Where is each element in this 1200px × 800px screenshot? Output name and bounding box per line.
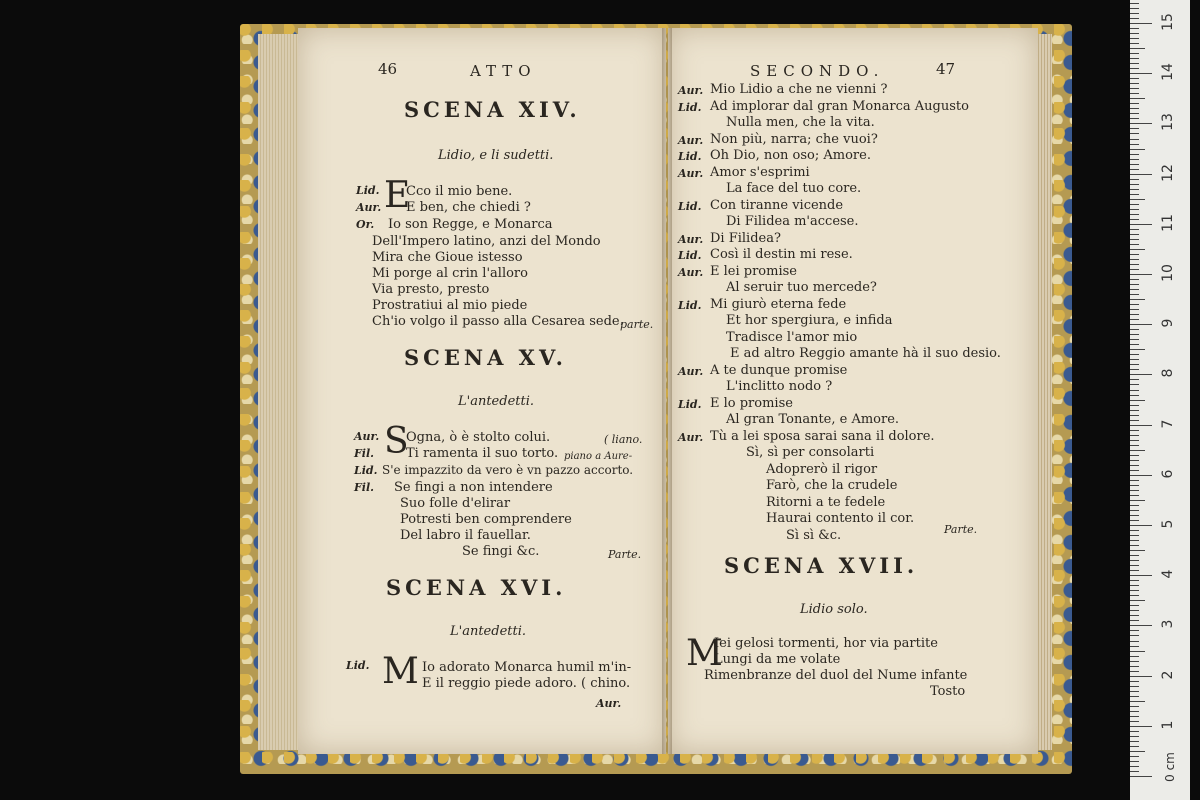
ruler-tick [1130, 314, 1139, 315]
ruler-tick [1130, 540, 1139, 541]
verse-line: Iei gelosi tormenti, hor via partite [714, 636, 938, 651]
ruler-tick [1130, 736, 1139, 737]
ruler-tick [1130, 339, 1139, 340]
speaker-label: Aur. [678, 166, 704, 180]
speaker-label: Lid. [356, 184, 380, 197]
ruler-number: 15 [1160, 13, 1176, 31]
ruler-tick [1130, 229, 1139, 230]
book-gutter [662, 28, 672, 754]
ruler-tick [1130, 369, 1139, 370]
verse-line: Suo folle d'elirar [400, 496, 511, 511]
ruler-tick [1130, 28, 1139, 29]
ruler-tick [1130, 490, 1139, 491]
ruler-number: 9 [1160, 318, 1176, 328]
verse-line: Lungi da me volate [714, 652, 841, 667]
ruler-tick [1130, 510, 1139, 511]
ruler-tick [1130, 651, 1145, 652]
ruler-tick [1130, 254, 1139, 255]
ruler-tick [1130, 128, 1139, 129]
verse-line: A te dunque promise [710, 362, 848, 378]
verse-line: Rimenbranze del duol del Nume infante [704, 668, 968, 683]
ruler-tick [1130, 420, 1139, 421]
ruler-tick [1130, 224, 1152, 225]
verse-line: Ritorni a te fedele [766, 494, 886, 510]
ruler-tick [1130, 78, 1139, 79]
verse-line: La face del tuo core. [726, 181, 862, 196]
ruler-tick [1130, 68, 1139, 69]
ruler-tick [1130, 776, 1152, 777]
verse-line: Potresti ben comprendere [400, 512, 572, 527]
ruler-tick [1130, 194, 1139, 195]
ruler-tick [1130, 133, 1139, 134]
verse-line: E lei promise [710, 263, 797, 279]
running-head: SECONDO. [750, 62, 885, 80]
measuring-ruler [1130, 0, 1190, 800]
speaker-label: Lid. [678, 298, 702, 312]
ruler-tick [1130, 405, 1139, 406]
ruler-tick [1130, 38, 1139, 39]
ruler-tick [1130, 656, 1139, 657]
stage-direction: parte. [620, 318, 654, 331]
ruler-tick [1130, 721, 1139, 722]
ruler-tick [1130, 580, 1139, 581]
ruler-tick [1130, 214, 1139, 215]
ruler-tick [1130, 701, 1145, 702]
verse-line: Ad implorar dal gran Monarca Augusto [710, 98, 969, 114]
ruler-tick [1130, 415, 1139, 416]
ruler-number: 10 [1160, 264, 1176, 282]
ruler-tick [1130, 334, 1139, 335]
verse-line: Ch'io volgo il passo alla Cesarea sede. [372, 314, 624, 329]
ruler-tick [1130, 465, 1139, 466]
verse-line: Se fingi a non intendere [394, 480, 553, 495]
ruler-tick [1130, 630, 1139, 631]
verse-line: Con tiranne vicende [710, 197, 844, 213]
verse-line: Mi porge al crin l'alloro [372, 266, 528, 281]
ruler-tick [1130, 199, 1145, 200]
ruler-tick [1130, 344, 1139, 345]
verse-line: Tradisce l'amor mio [726, 329, 858, 345]
ruler-tick [1130, 480, 1139, 481]
ruler-tick [1130, 309, 1139, 310]
stage-direction: piano a Aure- [564, 451, 633, 462]
verse-line: L'inclitto nodo ? [726, 379, 833, 394]
speaker-label: Lid. [346, 659, 370, 672]
verse-line: Di Filidea? [710, 230, 781, 246]
ruler-tick [1130, 379, 1139, 380]
ruler-tick [1130, 445, 1139, 446]
speaker-label: Lid. [678, 100, 702, 114]
ruler-number: 1 [1160, 720, 1176, 730]
speaker-label: Fil. [354, 447, 374, 460]
ruler-tick [1130, 661, 1139, 662]
ruler-tick [1130, 123, 1152, 124]
page-number: 46 [378, 60, 398, 78]
ruler-tick [1130, 400, 1145, 401]
ruler-tick [1130, 83, 1139, 84]
verse-line: E il reggio piede adoro. ( chino. [422, 676, 631, 691]
ruler-tick [1130, 641, 1139, 642]
ruler-tick [1130, 746, 1139, 747]
scene-subtitle: Lidio solo. [800, 602, 868, 617]
verse-line: Mi giurò eterna fede [710, 296, 847, 312]
ruler-number: 7 [1160, 419, 1176, 429]
left-page [298, 28, 666, 754]
speaker-label: Aur. [678, 265, 704, 279]
ruler-number: 6 [1160, 469, 1176, 479]
page-edges-left [258, 34, 300, 750]
ruler-tick [1130, 485, 1139, 486]
ruler-tick [1130, 520, 1139, 521]
ruler-tick [1130, 279, 1139, 280]
ruler-tick [1130, 440, 1139, 441]
ruler-tick [1130, 585, 1139, 586]
ruler-tick [1130, 289, 1139, 290]
scene-subtitle: L'antedetti. [458, 394, 535, 409]
ruler-tick [1130, 269, 1139, 270]
ruler-tick [1130, 726, 1152, 727]
ruler-tick [1130, 108, 1139, 109]
ruler-tick [1130, 274, 1152, 275]
scene-title: SCENA XIV. [404, 97, 581, 122]
verse-line: Non più, narra; che vuoi? [710, 131, 878, 147]
stage-direction: Parte. [944, 523, 978, 536]
ruler-tick [1130, 671, 1139, 672]
ruler-tick [1130, 696, 1139, 697]
ruler-tick [1130, 374, 1152, 375]
ruler-tick [1130, 174, 1152, 175]
verse-line: Mio Lidio a che ne vienni ? [710, 82, 888, 97]
verse-line: Adoprerò il rigor [766, 461, 878, 477]
ruler-tick [1130, 495, 1139, 496]
verse-line: Ti ramenta il suo torto. [406, 446, 559, 461]
verse-line: Amor s'esprimi [710, 164, 810, 180]
ruler-tick [1130, 666, 1139, 667]
ruler-tick [1130, 88, 1139, 89]
verse-line: Dell'Impero latino, anzi del Mondo [372, 234, 601, 249]
ruler-tick [1130, 560, 1139, 561]
ruler-number: 12 [1160, 163, 1176, 182]
ruler-tick [1130, 505, 1139, 506]
verse-line: Al gran Tonante, e Amore. [726, 412, 900, 427]
stage-direction: Parte. [608, 548, 642, 561]
ruler-tick [1130, 756, 1139, 757]
ruler-tick [1130, 164, 1139, 165]
ruler-tick [1130, 204, 1139, 205]
ruler-number: 11 [1160, 213, 1176, 232]
ruler-tick [1130, 706, 1139, 707]
ruler-tick [1130, 58, 1139, 59]
drop-cap: M [686, 633, 723, 674]
speaker-label: Aur. [678, 84, 704, 97]
ruler-tick [1130, 329, 1139, 330]
ruler-tick [1130, 615, 1139, 616]
ruler-tick [1130, 545, 1139, 546]
ruler-number: 4 [1160, 569, 1176, 579]
ruler-tick [1130, 691, 1139, 692]
ruler-number: 14 [1160, 63, 1176, 82]
ruler-tick [1130, 144, 1139, 145]
ruler-tick [1130, 751, 1145, 752]
drop-cap: M [382, 651, 419, 692]
verse-line: Sì, sì per consolarti [746, 445, 875, 460]
ruler-tick [1130, 610, 1139, 611]
verse-line: Oh Dio, non oso; Amore. [710, 148, 871, 163]
speaker-label: Lid. [678, 397, 702, 411]
ruler-tick [1130, 716, 1139, 717]
ruler-tick [1130, 575, 1152, 576]
ruler-tick [1130, 294, 1139, 295]
speaker-label: Fil. [354, 481, 374, 494]
ruler-tick [1130, 43, 1139, 44]
ruler-tick [1130, 620, 1139, 621]
verse-line: Al seruir tuo mercede? [726, 280, 877, 295]
verse-line: Io son Regge, e Monarca [388, 217, 553, 232]
speaker-label: Aur. [678, 232, 704, 246]
ruler-tick [1130, 711, 1139, 712]
ruler-tick [1130, 500, 1145, 501]
verse-line: S'e impazzito da vero è vn pazzo accorto. [382, 463, 634, 477]
verse-line: Di Filidea m'accese. [726, 214, 859, 229]
ruler-tick [1130, 470, 1139, 471]
ruler-tick [1130, 535, 1139, 536]
ruler-tick [1130, 259, 1139, 260]
ruler-tick [1130, 635, 1139, 636]
ruler-tick [1130, 209, 1139, 210]
speaker-label: Aur. [678, 364, 704, 378]
ruler-tick [1130, 460, 1139, 461]
ruler-tick [1130, 13, 1139, 14]
speaker-label: Aur. [356, 201, 382, 214]
ruler-tick [1130, 525, 1152, 526]
ruler-tick [1130, 425, 1152, 426]
ruler-tick [1130, 455, 1139, 456]
verse-line: Via presto, presto [372, 282, 490, 297]
ruler-tick [1130, 169, 1139, 170]
verse-line: Sì sì &c. [786, 527, 842, 543]
ruler-tick [1130, 646, 1139, 647]
ruler-tick [1130, 219, 1139, 220]
ruler-tick [1130, 159, 1139, 160]
verse-line: Così il destin mi rese. [710, 247, 853, 262]
catchword: Tosto [930, 684, 966, 699]
speaker-label: Lid. [354, 464, 378, 477]
verse-line: E lo promise [710, 395, 793, 411]
ruler-tick [1130, 189, 1139, 190]
speaker-label: Lid. [678, 199, 702, 213]
ruler-tick [1130, 550, 1145, 551]
verse-line: Se fingi &c. [462, 544, 540, 559]
ruler-tick [1130, 565, 1139, 566]
ruler-tick [1130, 731, 1139, 732]
drop-cap: S [384, 421, 409, 462]
ruler-tick [1130, 349, 1145, 350]
ruler-tick [1130, 600, 1145, 601]
ruler-tick [1130, 625, 1152, 626]
ruler-tick [1130, 93, 1139, 94]
ruler-tick [1130, 766, 1139, 767]
ruler-tick [1130, 154, 1139, 155]
ruler-tick [1130, 319, 1139, 320]
ruler-tick [1130, 53, 1139, 54]
verse-line: Ogna, ò è stolto colui. [406, 430, 551, 445]
ruler-number: 5 [1160, 519, 1176, 529]
ruler-tick [1130, 555, 1139, 556]
verse-line: Farò, che la crudele [766, 478, 898, 493]
verse-line: E ad altro Reggio amante hà il suo desio. [730, 346, 1001, 361]
ruler-tick [1130, 681, 1139, 682]
ruler-tick [1130, 118, 1139, 119]
ruler-tick [1130, 515, 1139, 516]
ruler-tick [1130, 264, 1139, 265]
ruler-tick [1130, 149, 1145, 150]
scene-title: SCENA XVI. [386, 575, 567, 600]
speaker-label: Or. [356, 218, 375, 231]
drop-cap: E [384, 175, 411, 216]
speaker-label: Lid. [678, 150, 702, 163]
ruler-tick [1130, 284, 1139, 285]
verse-line: Nulla men, che la vita. [726, 115, 875, 130]
verse-line: Prostratiui al mio piede [372, 298, 528, 313]
ruler-unit-label: 0 cm [1163, 752, 1177, 782]
ruler-tick [1130, 395, 1139, 396]
ruler-tick [1130, 139, 1139, 140]
ruler-tick [1130, 530, 1139, 531]
right-page [668, 28, 1038, 754]
ruler-tick [1130, 179, 1139, 180]
ruler-tick [1130, 741, 1139, 742]
ruler-tick [1130, 605, 1139, 606]
ruler-tick [1130, 570, 1139, 571]
verse-line: Io adorato Monarca humil m'in- [422, 660, 632, 675]
verse-line: Cco il mio bene. [406, 184, 513, 199]
ruler-tick [1130, 435, 1139, 436]
ruler-tick [1130, 48, 1145, 49]
ruler-number: 8 [1160, 368, 1176, 378]
ruler-tick [1130, 18, 1139, 19]
ruler-tick [1130, 73, 1152, 74]
ruler-tick [1130, 761, 1139, 762]
ruler-tick [1130, 359, 1139, 360]
ruler-number: 13 [1160, 113, 1176, 132]
speaker-label: Aur. [354, 430, 380, 443]
catchword: Aur. [596, 697, 622, 710]
ruler-tick [1130, 590, 1139, 591]
verse-line: Haurai contento il cor. [766, 511, 915, 526]
ruler-tick [1130, 771, 1139, 772]
ruler-tick [1130, 98, 1145, 99]
ruler-tick [1130, 304, 1139, 305]
ruler-tick [1130, 113, 1139, 114]
ruler-tick [1130, 33, 1139, 34]
page-number: 47 [936, 60, 956, 78]
ruler-tick [1130, 184, 1139, 185]
ruler-tick [1130, 324, 1152, 325]
ruler-tick [1130, 384, 1139, 385]
ruler-tick [1130, 430, 1139, 431]
ruler-tick [1130, 595, 1139, 596]
ruler-tick [1130, 299, 1145, 300]
ruler-tick [1130, 8, 1139, 9]
ruler-tick [1130, 475, 1152, 476]
speaker-label: Aur. [678, 133, 704, 147]
ruler-tick [1130, 410, 1139, 411]
ruler-tick [1130, 234, 1139, 235]
ruler-tick [1130, 63, 1139, 64]
verse-line: E ben, che chiedi ? [406, 200, 531, 215]
ruler-tick [1130, 23, 1152, 24]
verse-line: Et hor spergiura, e infida [726, 313, 893, 328]
verse-line: Tù a lei sposa sarai sana il dolore. [710, 428, 935, 444]
ruler-number: 2 [1160, 670, 1176, 680]
ruler-tick [1130, 676, 1152, 677]
verse-line: Del labro il fauellar. [400, 528, 531, 543]
verse-line: Mira che Gioue istesso [372, 250, 523, 265]
stage-direction: ( liano. [604, 433, 643, 446]
speaker-label: Aur. [678, 430, 704, 444]
ruler-tick [1130, 686, 1139, 687]
page-edges-right [1036, 34, 1052, 750]
scene-subtitle: L'antedetti. [450, 624, 527, 639]
ruler-tick [1130, 3, 1139, 4]
ruler-tick [1130, 103, 1139, 104]
scene-subtitle: Lidio, e li sudetti. [438, 148, 554, 163]
ruler-tick [1130, 249, 1145, 250]
ruler-tick [1130, 390, 1139, 391]
speaker-label: Lid. [678, 249, 702, 262]
running-head: ATTO [470, 62, 537, 80]
ruler-tick [1130, 354, 1139, 355]
ruler-tick [1130, 450, 1145, 451]
scene-title: SCENA XVII. [724, 553, 919, 578]
ruler-tick [1130, 364, 1139, 365]
ruler-tick [1130, 244, 1139, 245]
scene-title: SCENA XV. [404, 345, 567, 370]
ruler-tick [1130, 239, 1139, 240]
ruler-number: 3 [1160, 619, 1176, 629]
